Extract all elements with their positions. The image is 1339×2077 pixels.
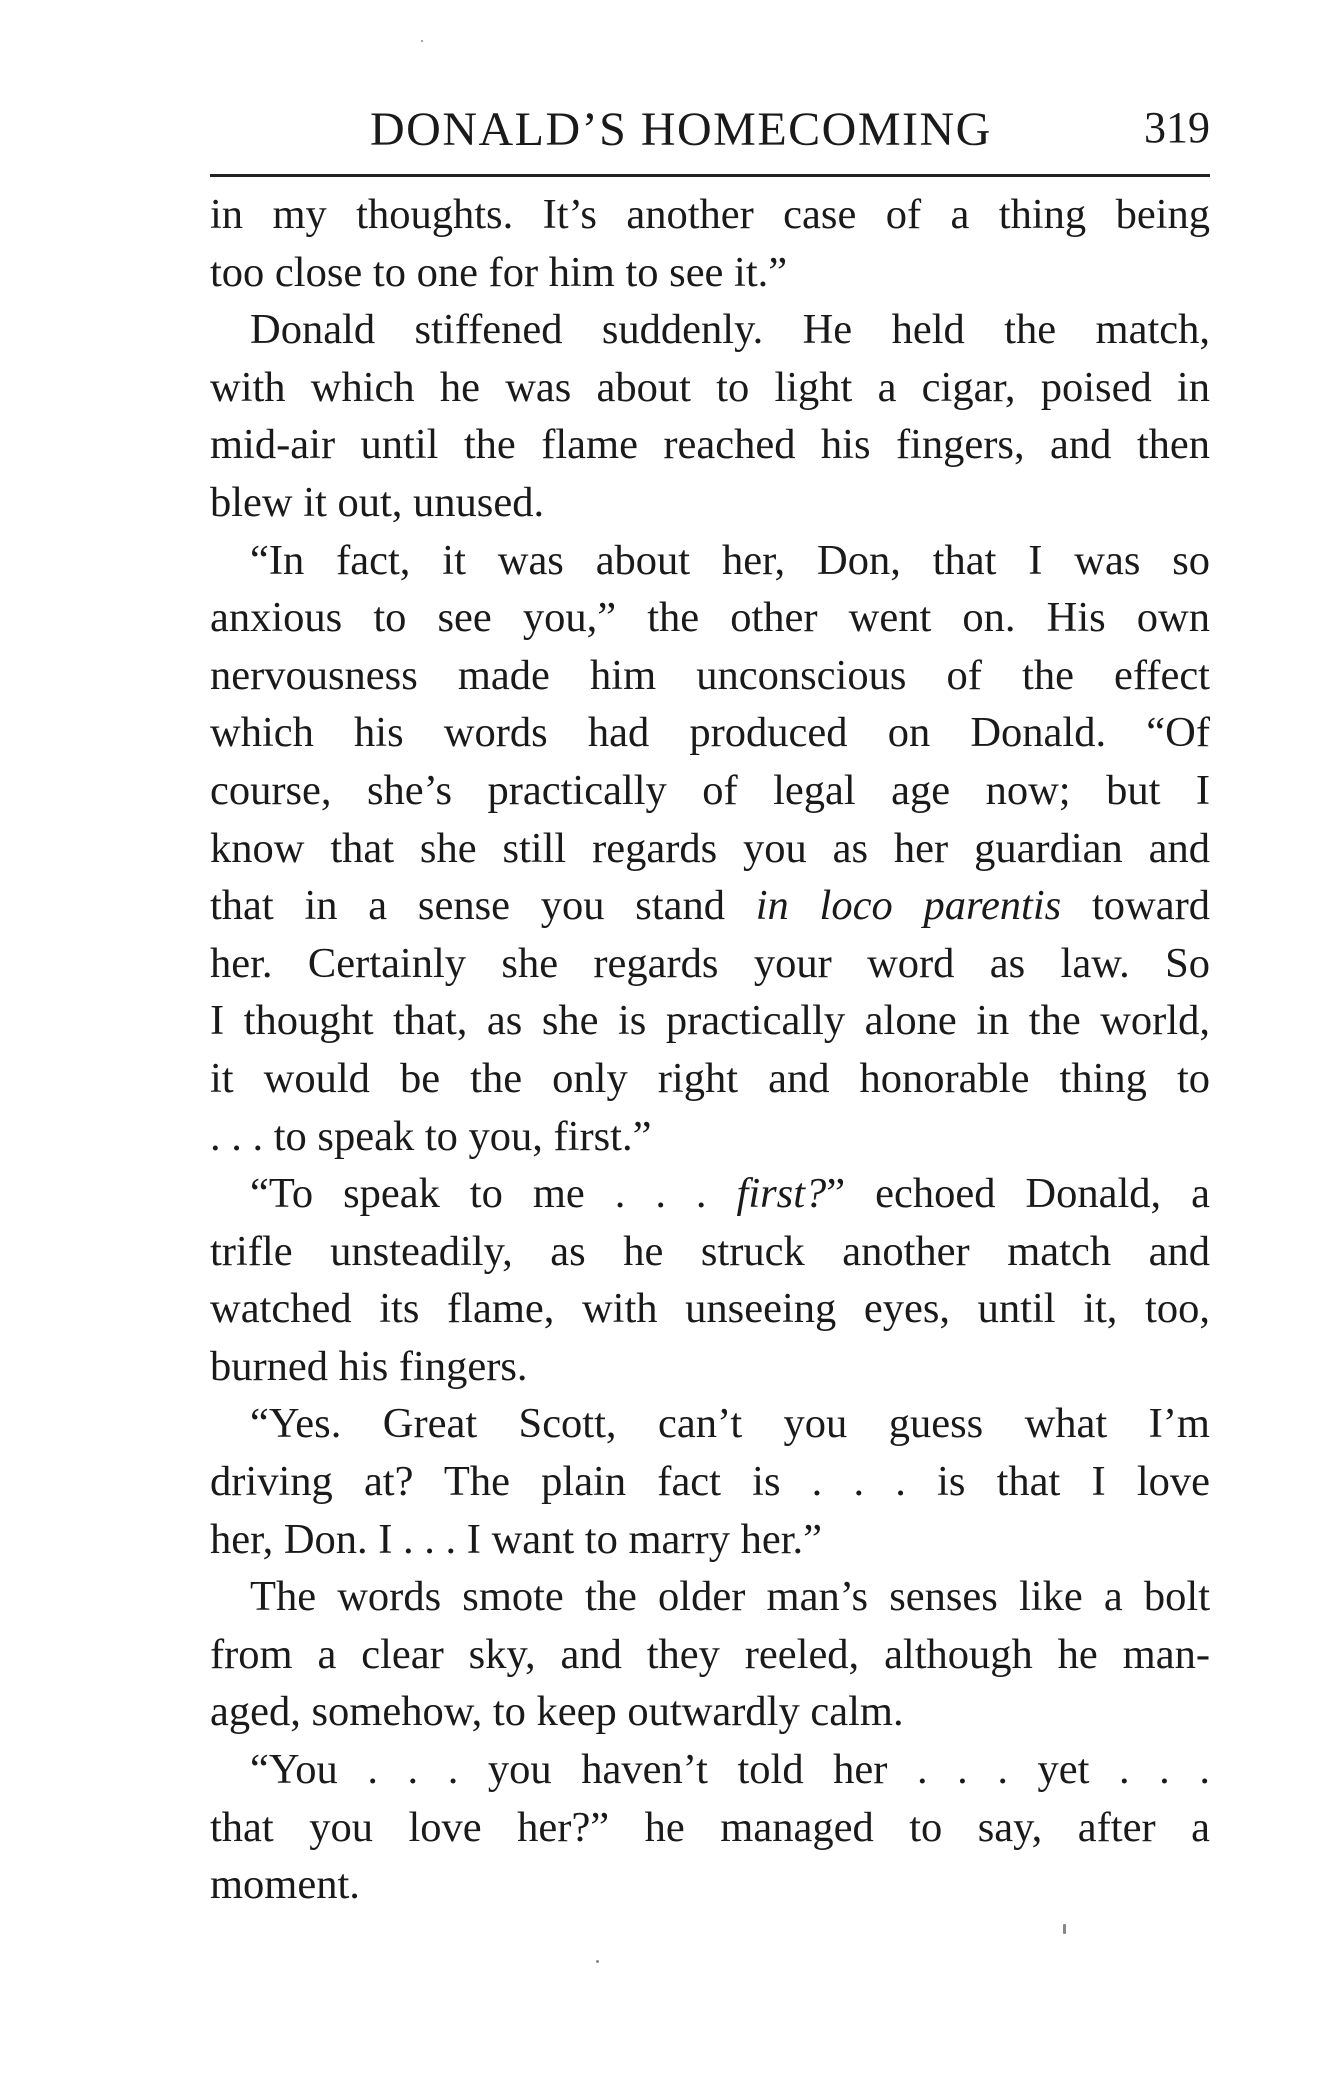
text-line: it would be the only right and honorable thing to bbox=[210, 1054, 1210, 1102]
page-number: 319 bbox=[1144, 103, 1210, 152]
text-line: nervousness made him unconscious of the effect bbox=[210, 651, 1210, 699]
text-line: blew it out, unused. bbox=[210, 478, 545, 526]
text-line: I thought that, as she is practically alone in the world, bbox=[210, 997, 1210, 1045]
text-run: toward bbox=[1061, 882, 1210, 930]
text-line: Donald stiffened suddenly. He held the match, bbox=[250, 306, 1210, 354]
text-line: watched its flame, with unseeing eyes, until it, too, bbox=[210, 1285, 1210, 1333]
text-line: . . . to speak to you, first.” bbox=[210, 1112, 652, 1160]
text-line: that you love her?” he managed to say, after a bbox=[210, 1803, 1210, 1851]
text-line: The words smote the older man’s senses like a bolt bbox=[250, 1573, 1210, 1621]
text-line: “In fact, it was about her, Don, that I was so bbox=[250, 536, 1210, 584]
text-line: anxious to see you,” the other went on. His own bbox=[210, 594, 1210, 642]
running-title: DONALD’S HOMECOMING bbox=[370, 103, 992, 156]
text-line: in my thoughts. It’s another case of a thing being bbox=[210, 191, 1210, 238]
italic-phrase: in loco parentis bbox=[755, 882, 1062, 930]
text-line: “You . . . you haven’t told her . . . yet . . . bbox=[250, 1746, 1210, 1794]
text-line bbox=[210, 1165, 1210, 1223]
text-run: that in a sense you stand bbox=[210, 882, 756, 930]
paper-speck bbox=[1063, 1924, 1066, 1934]
text-line: burned his fingers. bbox=[210, 1342, 528, 1390]
text-line: aged, somehow, to keep outwardly calm. bbox=[210, 1688, 904, 1736]
page-header bbox=[210, 96, 1210, 176]
text-line bbox=[210, 877, 1210, 935]
paper-speck bbox=[421, 40, 423, 42]
text-line: “Yes. Great Scott, can’t you guess what I’m bbox=[250, 1400, 1210, 1448]
text-line: trifle unsteadily, as he struck another match and bbox=[210, 1227, 1210, 1275]
text-run: ” echoed Donald, a bbox=[826, 1170, 1210, 1218]
text-line: know that she still regards you as her guardian and bbox=[210, 824, 1210, 872]
text-line: which his words had produced on Donald. “Of bbox=[210, 709, 1210, 757]
text-line: course, she’s practically of legal age now; but I bbox=[210, 766, 1210, 814]
text-line: driving at? The plain fact is . . . is that I love bbox=[210, 1458, 1210, 1506]
text-run: “To speak to me . . . bbox=[250, 1170, 737, 1218]
text-line: moment. bbox=[210, 1861, 360, 1909]
text-line: from a clear sky, and they reeled, although he man- bbox=[210, 1630, 1210, 1678]
text-line: too close to one for him to see it.” bbox=[210, 248, 788, 296]
italic-phrase: first? bbox=[736, 1170, 827, 1218]
text-line: her, Don. I . . . I want to marry her.” bbox=[210, 1515, 822, 1563]
text-line: her. Certainly she regards your word as law. So bbox=[210, 939, 1210, 987]
text-line: mid-air until the flame reached his fingers, and then bbox=[210, 421, 1210, 469]
body-text bbox=[210, 186, 1210, 1914]
text-line: with which he was about to light a cigar, poised in bbox=[210, 363, 1210, 411]
header-rule bbox=[210, 174, 1210, 177]
paper-speck bbox=[596, 1960, 599, 1963]
